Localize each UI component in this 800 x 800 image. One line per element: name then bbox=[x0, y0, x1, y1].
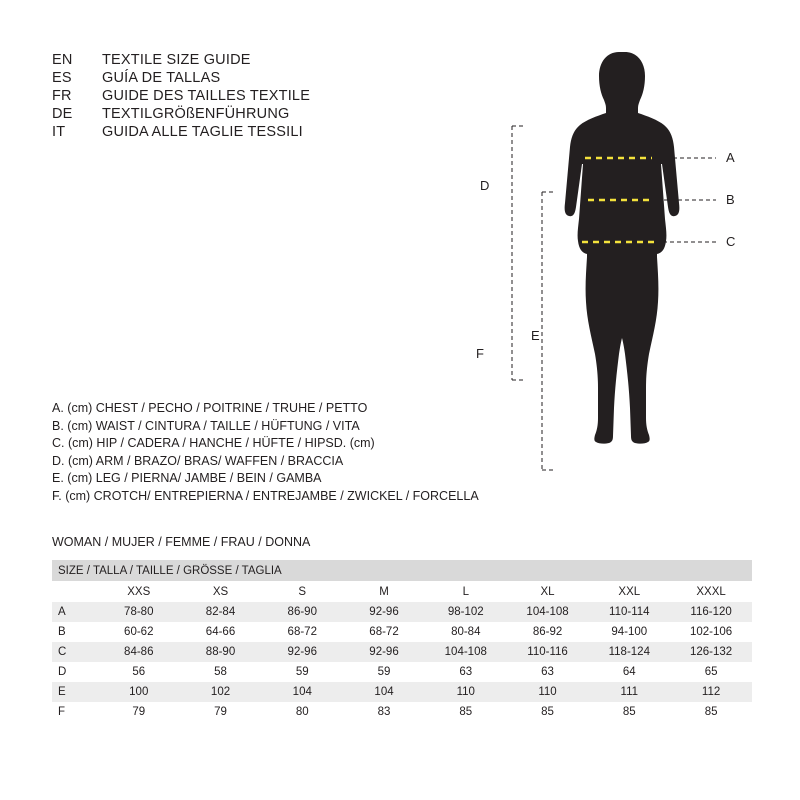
size-header-xxl: XXL bbox=[588, 581, 670, 602]
corner-cell bbox=[52, 581, 98, 602]
legend-line-e: E. (cm) LEG / PIERNA/ JAMBE / BEIN / GAMBA bbox=[52, 471, 322, 485]
table-row bbox=[52, 622, 752, 642]
cell: 94-100 bbox=[588, 622, 670, 642]
title-text-en: TEXTILE SIZE GUIDE bbox=[102, 52, 251, 68]
bracket-d bbox=[512, 126, 526, 380]
title-row bbox=[52, 70, 472, 86]
table-row bbox=[52, 642, 752, 662]
cell: 116-120 bbox=[670, 602, 752, 622]
title-lang-es: ES bbox=[52, 70, 72, 86]
cell: 104 bbox=[261, 682, 343, 702]
row-label-a: A bbox=[52, 602, 98, 622]
cell: 102 bbox=[180, 682, 262, 702]
title-text-it: GUIDA ALLE TAGLIE TESSILI bbox=[102, 124, 303, 140]
row-label-d: D bbox=[52, 662, 98, 682]
cell: 92-96 bbox=[343, 642, 425, 662]
title-text-fr: GUIDE DES TAILLES TEXTILE bbox=[102, 88, 311, 104]
cell: 80-84 bbox=[425, 622, 507, 642]
title-row bbox=[52, 88, 472, 104]
row-label-b: B bbox=[52, 622, 98, 642]
title-row bbox=[52, 124, 472, 140]
cell: 85 bbox=[425, 702, 507, 722]
cell: 111 bbox=[588, 682, 670, 702]
title-lang-it: IT bbox=[52, 124, 66, 140]
cell: 126-132 bbox=[670, 642, 752, 662]
cell: 92-96 bbox=[343, 602, 425, 622]
cell: 65 bbox=[670, 662, 752, 682]
row-label-f: F bbox=[52, 702, 98, 722]
title-lang-fr: FR bbox=[52, 88, 72, 104]
cell: 64 bbox=[588, 662, 670, 682]
gender-label: WOMAN / MUJER / FEMME / FRAU / DONNA bbox=[52, 535, 311, 549]
title-lang-en: EN bbox=[52, 52, 73, 68]
cell: 59 bbox=[343, 662, 425, 682]
cell: 104-108 bbox=[425, 642, 507, 662]
table-row bbox=[52, 682, 752, 702]
table-header-title: SIZE / TALLA / TAILLE / GRÖSSE / TAGLIA bbox=[52, 560, 752, 581]
size-header-xs: XS bbox=[180, 581, 262, 602]
cell: 56 bbox=[98, 662, 180, 682]
label-b: B bbox=[726, 192, 735, 207]
cell: 102-106 bbox=[670, 622, 752, 642]
size-header-xxs: XXS bbox=[98, 581, 180, 602]
size-header-xxxl: XXXL bbox=[670, 581, 752, 602]
cell: 58 bbox=[180, 662, 262, 682]
cell: 118-124 bbox=[588, 642, 670, 662]
silhouette-body bbox=[565, 52, 680, 444]
cell: 86-92 bbox=[507, 622, 589, 642]
cell: 104 bbox=[343, 682, 425, 702]
label-c: C bbox=[726, 234, 736, 249]
cell: 59 bbox=[261, 662, 343, 682]
table-row bbox=[52, 602, 752, 622]
cell: 83 bbox=[343, 702, 425, 722]
label-a: A bbox=[726, 150, 735, 165]
cell: 64-66 bbox=[180, 622, 262, 642]
cell: 63 bbox=[425, 662, 507, 682]
title-lang-de: DE bbox=[52, 106, 73, 122]
cell: 88-90 bbox=[180, 642, 262, 662]
cell: 60-62 bbox=[98, 622, 180, 642]
cell: 112 bbox=[670, 682, 752, 702]
table-size-header-row bbox=[52, 581, 752, 602]
size-header-m: M bbox=[343, 581, 425, 602]
cell: 79 bbox=[98, 702, 180, 722]
cell: 98-102 bbox=[425, 602, 507, 622]
cell: 110-114 bbox=[588, 602, 670, 622]
cell: 110 bbox=[507, 682, 589, 702]
cell: 78-80 bbox=[98, 602, 180, 622]
cell: 63 bbox=[507, 662, 589, 682]
bracket-e bbox=[542, 192, 556, 470]
size-header-l: L bbox=[425, 581, 507, 602]
legend-line-b: B. (cm) WAIST / CINTURA / TAILLE / HÜFTUNG / VITA bbox=[52, 418, 360, 433]
cell: 104-108 bbox=[507, 602, 589, 622]
cell: 100 bbox=[98, 682, 180, 702]
female-silhouette bbox=[565, 52, 680, 444]
label-d: D bbox=[480, 178, 490, 193]
table-row bbox=[52, 702, 752, 722]
cell: 110-116 bbox=[507, 642, 589, 662]
cell: 68-72 bbox=[343, 622, 425, 642]
cell: 92-96 bbox=[261, 642, 343, 662]
size-header-xl: XL bbox=[507, 581, 589, 602]
cell: 84-86 bbox=[98, 642, 180, 662]
legend-line-d: D. (cm) ARM / BRAZO/ BRAS/ WAFFEN / BRACCIA bbox=[52, 453, 344, 468]
title-row bbox=[52, 106, 472, 122]
row-label-c: C bbox=[52, 642, 98, 662]
cell: 85 bbox=[588, 702, 670, 722]
cell: 82-84 bbox=[180, 602, 262, 622]
table-row bbox=[52, 662, 752, 682]
cell: 86-90 bbox=[261, 602, 343, 622]
cell: 68-72 bbox=[261, 622, 343, 642]
legend-line-a: A. (cm) CHEST / PECHO / POITRINE / TRUHE / PETTO bbox=[52, 401, 368, 415]
legend-line-f: F. (cm) CROTCH/ ENTREPIERNA / ENTREJAMBE / ZWICKEL / FORCELLA bbox=[52, 488, 479, 503]
legend-block bbox=[52, 400, 522, 505]
cell: 79 bbox=[180, 702, 262, 722]
title-block bbox=[52, 52, 472, 142]
row-label-e: E bbox=[52, 682, 98, 702]
title-row bbox=[52, 52, 472, 68]
size-header-s: S bbox=[261, 581, 343, 602]
title-text-es: GUÍA DE TALLAS bbox=[102, 70, 221, 86]
cell: 80 bbox=[261, 702, 343, 722]
cell: 85 bbox=[670, 702, 752, 722]
title-text-de: TEXTILGRÖßENFÜHRUNG bbox=[102, 106, 290, 122]
cell: 110 bbox=[425, 682, 507, 702]
size-table bbox=[52, 560, 752, 722]
legend-line-c: C. (cm) HIP / CADERA / HANCHE / HÜFTE / HIPSD. (cm) bbox=[52, 436, 375, 450]
table-header-band bbox=[52, 560, 752, 581]
label-e: E bbox=[531, 328, 540, 343]
cell: 85 bbox=[507, 702, 589, 722]
label-f: F bbox=[476, 346, 484, 361]
